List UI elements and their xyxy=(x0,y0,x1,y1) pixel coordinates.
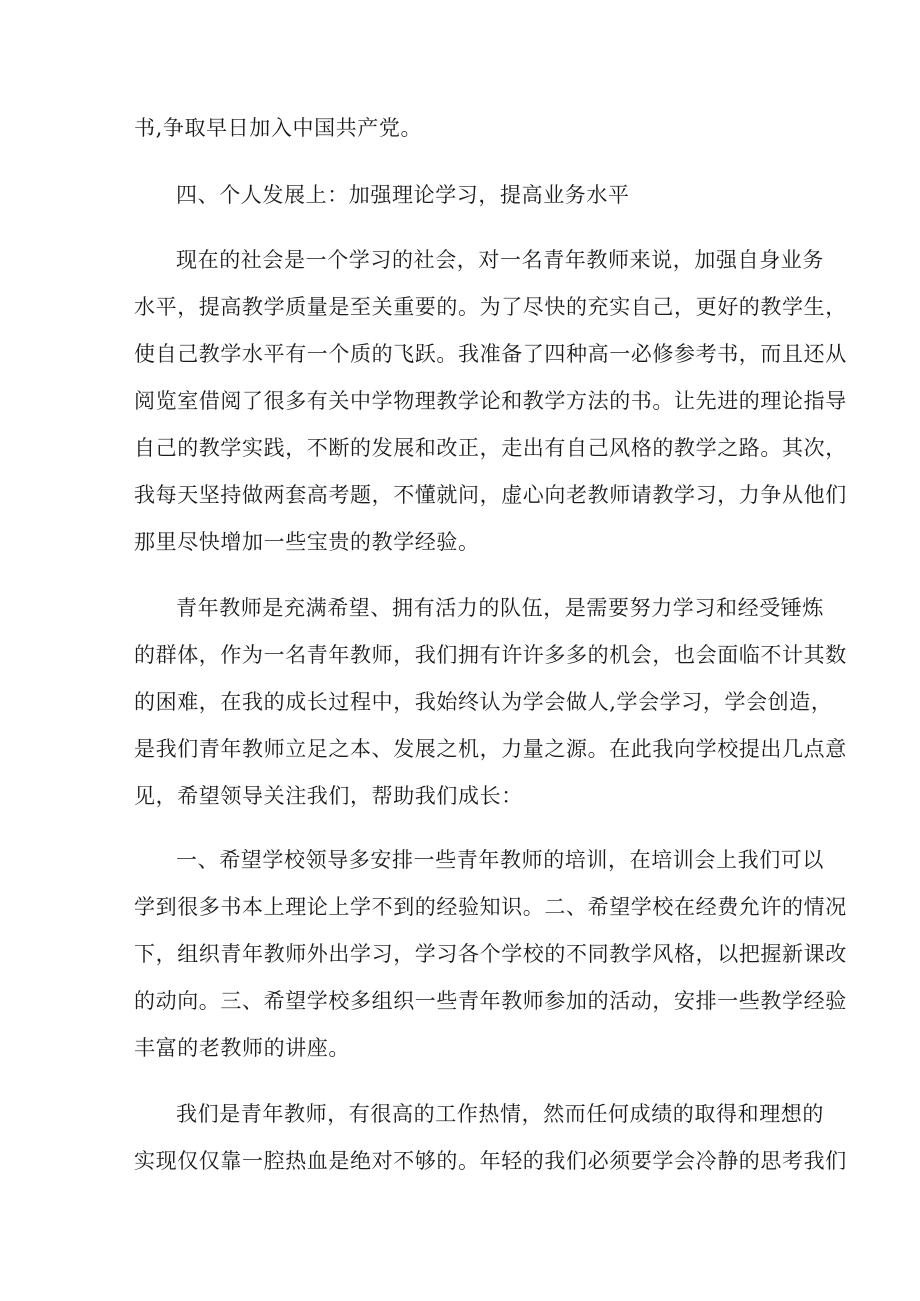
text-line: 我每天坚持做两套高考题，不懂就问，虚心向老教师请教学习，力争从他们 xyxy=(134,483,847,507)
text-line: 是我们青年教师立足之本、发展之机，力量之源。在此我向学校提出几点意 xyxy=(134,737,847,761)
text-line: 学到很多书本上理论上学不到的经验知识。二、希望学校在经费允许的情况 xyxy=(134,895,847,919)
text-line: 青年教师是充满希望、拥有活力的队伍，是需要努力学习和经受锤炼 xyxy=(176,596,824,620)
text-line: 现在的社会是一个学习的社会，对一名青年教师来说，加强自身业务 xyxy=(176,248,824,272)
text-line: 水平，提高教学质量是至关重要的。为了尽快的充实自己，更好的教学生， xyxy=(134,295,847,319)
text-line: 一、希望学校领导多安排一些青年教师的培训，在培训会上我们可以 xyxy=(176,848,824,872)
text-line: 自己的教学实践，不断的发展和改正，走出有自己风格的教学之路。其次， xyxy=(134,436,847,460)
text-line: 阅览室借阅了很多有关中学物理教学论和教学方法的书。让先进的理论指导 xyxy=(134,389,847,413)
text-line: 使自己教学水平有一个质的飞跃。我准备了四种高一必修参考书，而且还从 xyxy=(134,342,847,366)
text-line: 见，希望领导关注我们，帮助我们成长： xyxy=(134,784,523,808)
text-line: 那里尽快增加一些宝贵的教学经验。 xyxy=(134,530,480,554)
text-line: 的群体，作为一名青年教师，我们拥有许许多多的机会，也会面临不计其数 xyxy=(134,643,847,667)
text-line: 的动向。三、希望学校多组织一些青年教师参加的活动，安排一些教学经验 xyxy=(134,989,847,1013)
text-line: 丰富的老教师的讲座。 xyxy=(134,1036,350,1060)
text-line: 我们是青年教师，有很高的工作热情，然而任何成绩的取得和理想的 xyxy=(176,1102,824,1126)
text-line: 的困难，在我的成长过程中，我始终认为学会做人,学会学习，学会创造， xyxy=(134,690,833,714)
text-line: 实现仅仅靠一腔热血是绝对不够的。年轻的我们必须要学会冷静的思考我们 xyxy=(134,1149,847,1173)
text-line: 书,争取早日加入中国共产党。 xyxy=(134,116,423,140)
text-line: 下，组织青年教师外出学习，学习各个学校的不同教学风格，以把握新课改 xyxy=(134,942,847,966)
section-heading: 四、个人发展上：加强理论学习，提高业务水平 xyxy=(176,183,630,207)
